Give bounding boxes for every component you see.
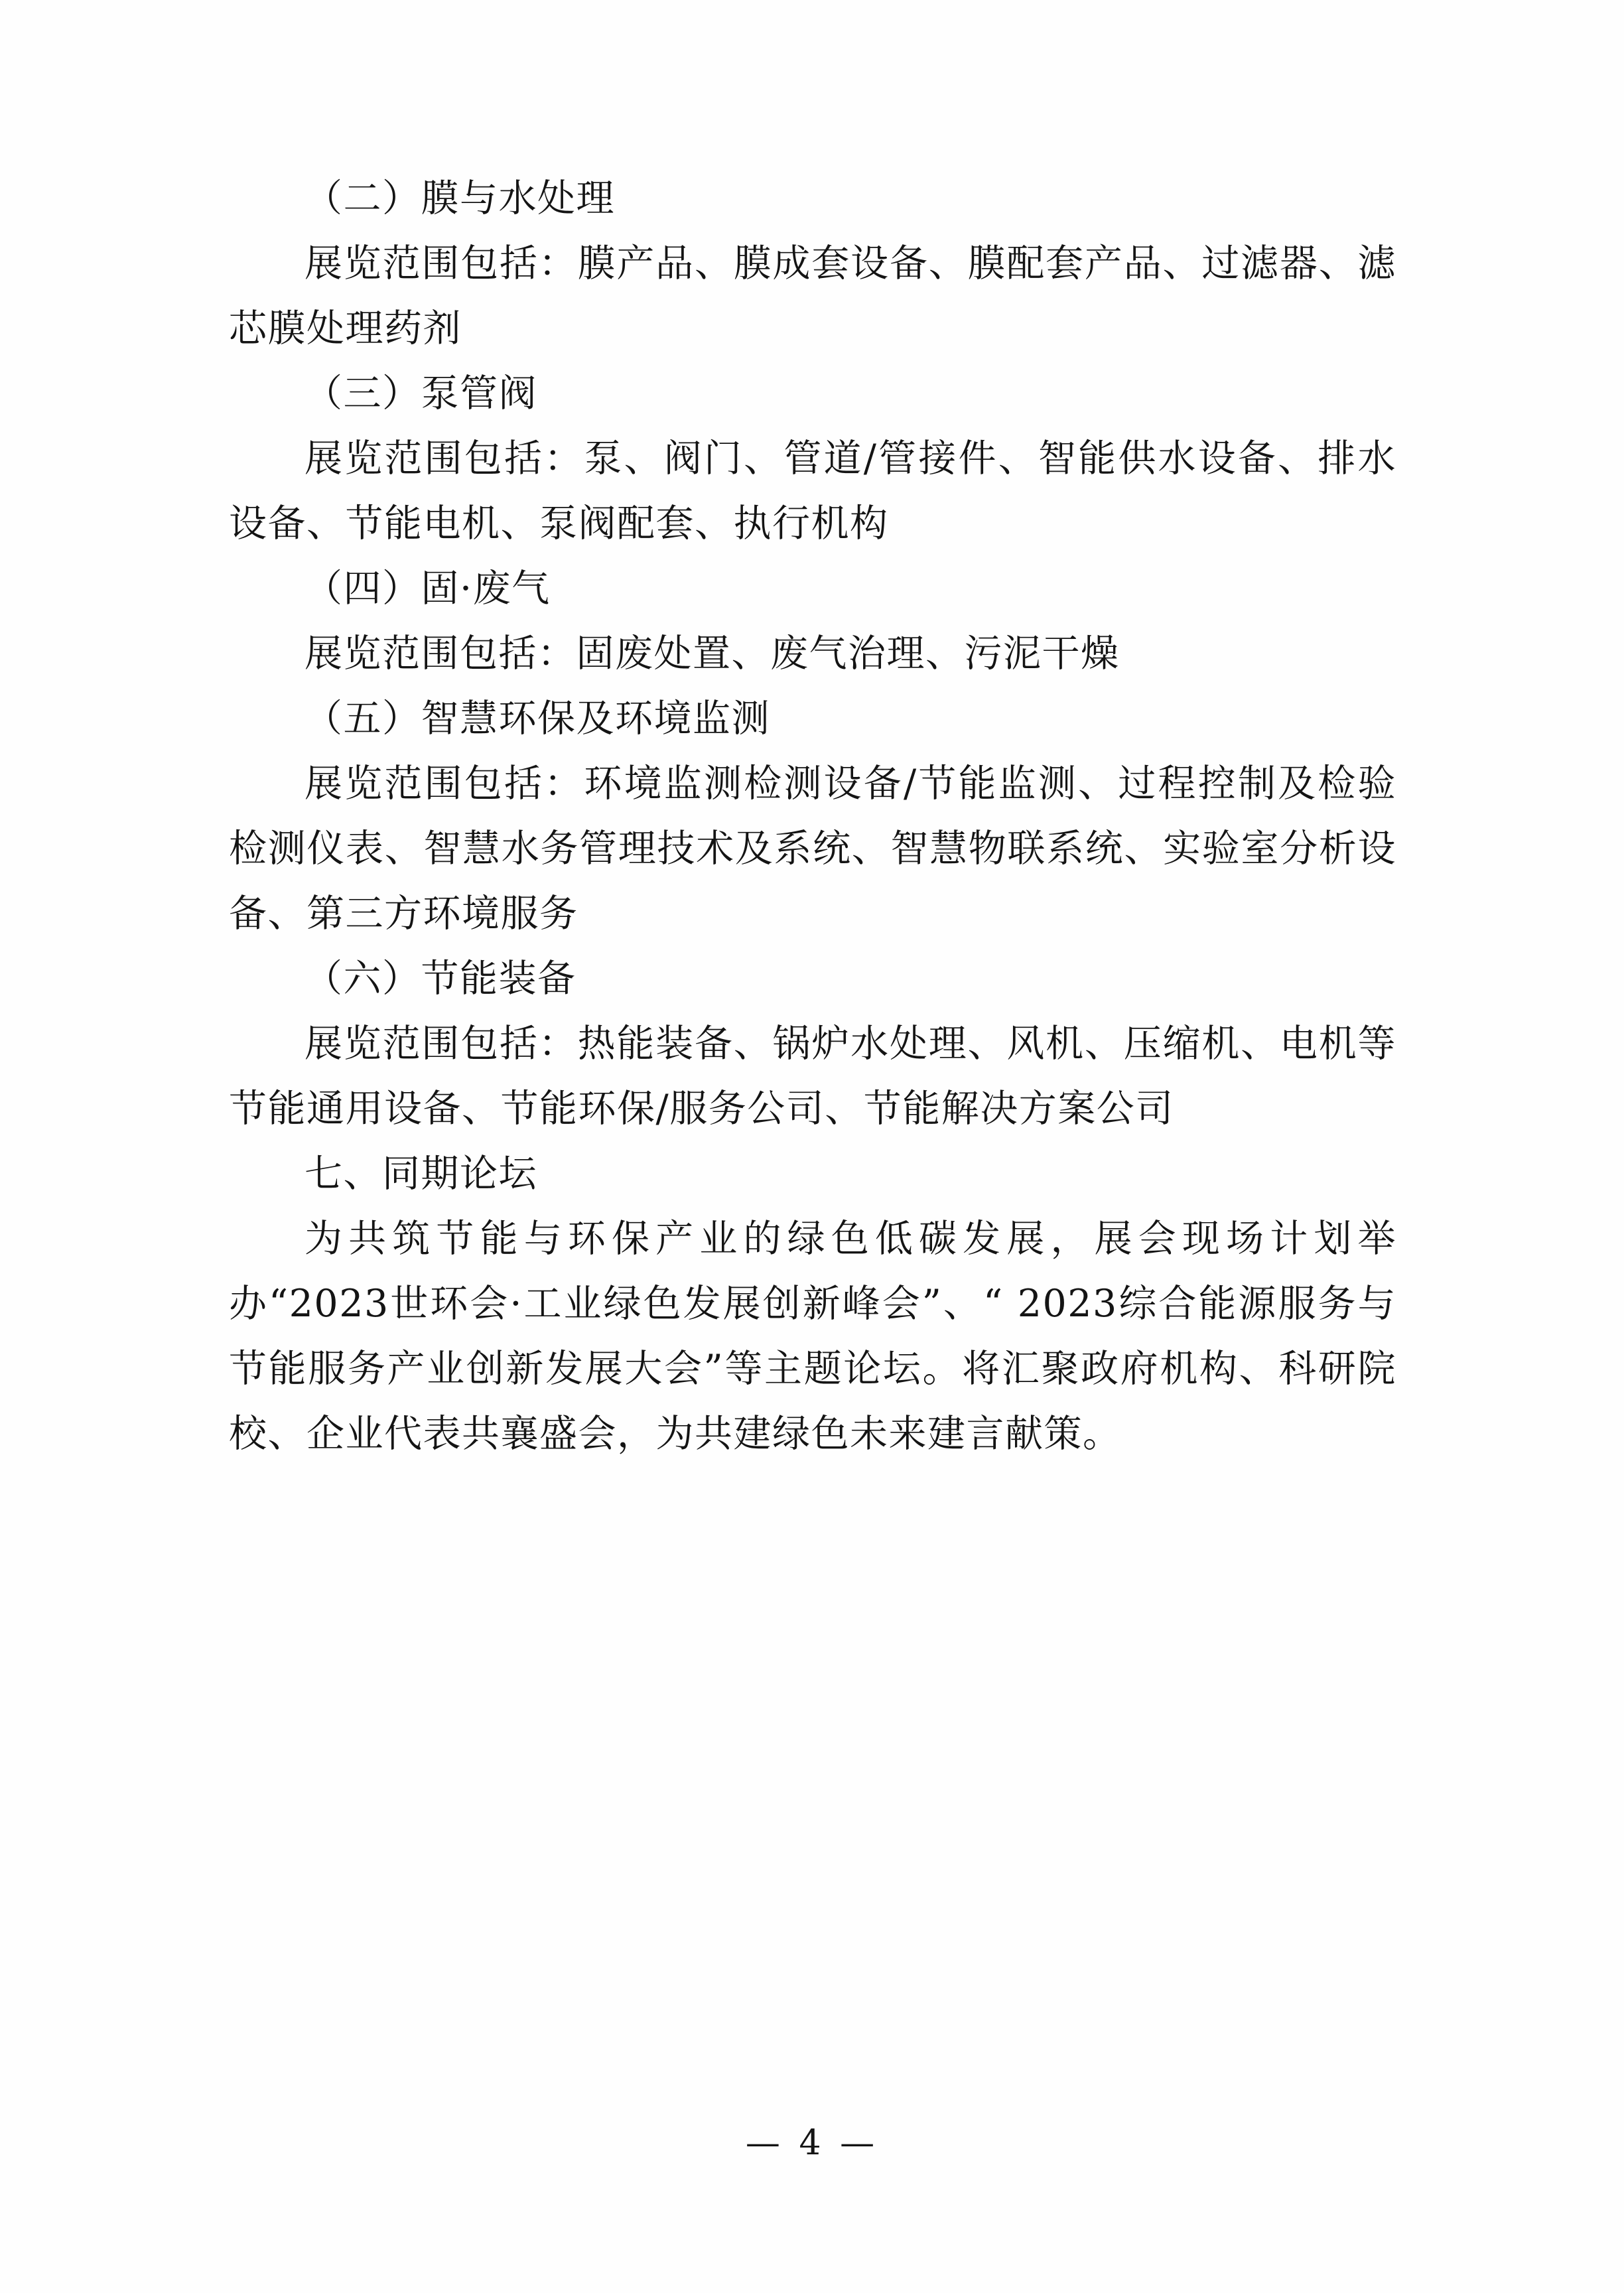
paragraph-heading-3: （三）泵管阀 bbox=[304, 372, 537, 415]
paragraph-scope-2: 展览范围包括：膜产品、膜成套设备、膜配套产品、过滤器、滤芯膜处理药剂 bbox=[229, 242, 1396, 350]
paragraph-scope-5: 展览范围包括：环境监测检测设备/节能监测、过程控制及检验检测仪表、智慧水务管理技术及系统、智慧物联系统、实验室分析设备、第三方环境服务 bbox=[229, 762, 1396, 936]
paragraph-heading-2: （二）膜与水处理 bbox=[304, 176, 615, 220]
paragraph-forum-body: 为共筑节能与环保产业的绿色低碳发展，展会现场计划举办“2023世环会·工业绿色发展创新峰会”、“ 2023综合能源服务与节能服务产业创新发展大会”等主题论坛。将汇聚政府机构、科研院校、企业代表共襄盛会，为共建绿色未来建言献策。 bbox=[229, 1217, 1396, 1456]
paragraph-heading-6: （六）节能装备 bbox=[304, 957, 576, 1001]
paragraph-heading-5: （五）智慧环保及环境监测 bbox=[304, 697, 770, 740]
paragraph-scope-3: 展览范围包括：泵、阀门、管道/管接件、智能供水设备、排水设备、节能电机、泵阀配套、执行机构 bbox=[229, 437, 1396, 545]
paragraph-scope-4: 展览范围包括：固废处置、废气治理、污泥干燥 bbox=[304, 632, 1120, 675]
paragraph-section-7: 七、同期论坛 bbox=[304, 1152, 537, 1196]
page-number-footer: — 4 — bbox=[745, 2123, 879, 2163]
document-body bbox=[229, 166, 1396, 1466]
paragraph-heading-4: （四）固·废气 bbox=[304, 567, 551, 610]
paragraph-scope-6: 展览范围包括：热能装备、锅炉水处理、风机、压缩机、电机等节能通用设备、节能环保/服务公司、节能解决方案公司 bbox=[229, 1022, 1396, 1131]
